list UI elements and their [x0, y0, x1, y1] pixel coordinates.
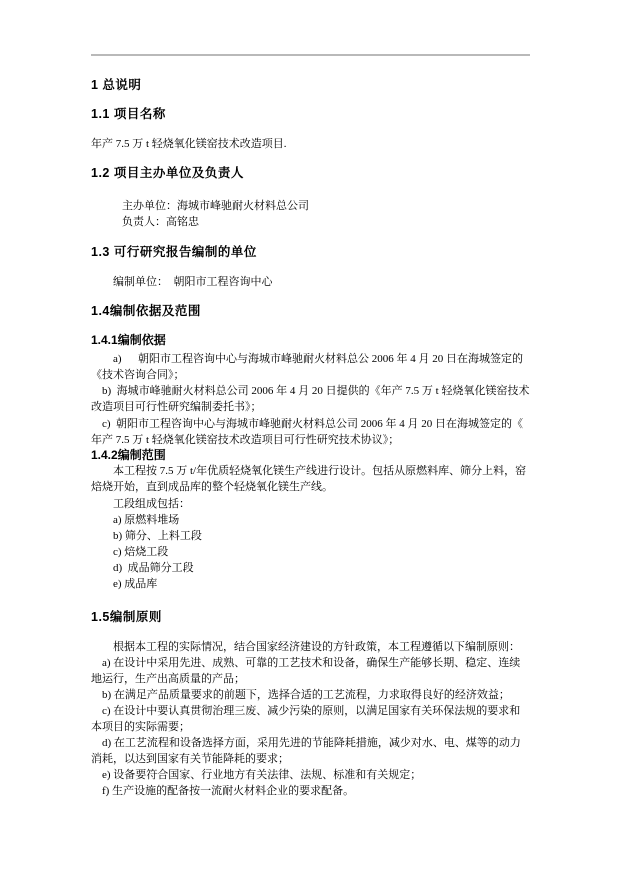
para-basis-b: b) 海城市峰驰耐火材料总公司 2006 年 4 月 20 日提供的《年产 7.5 万 t 轻烧氧化镁窑技术改造项目可行性研究编制委托书》；	[91, 385, 530, 413]
para-principle-f: f) 生产设施的配备按一流耐火材料企业的要求配备。	[102, 785, 355, 797]
list-item-screening-feeding: b) 筛分、上料工段	[113, 530, 202, 542]
para-scope-intro: 本工程按 7.5 万 t/年优质轻烧氧化镁生产线进行设计。包括从原燃料库、筛分上料，窑焙烧开始，直到成品库的整个轻烧氧化镁生产线。	[91, 465, 527, 493]
para-leader: 负责人：高铭忠	[122, 216, 199, 228]
list-item-calcining: c) 焙烧工段	[113, 546, 169, 558]
para-principle-a: a) 在设计中采用先进、成熟、可靠的工艺技术和设备，确保生产能够长期、稳定、连续地运行，生产出高质量的产品；	[91, 657, 521, 685]
para-principle-b: b) 在满足产品质量要求的前题下，选择合适的工艺流程，力求取得良好的经济效益；	[102, 689, 510, 701]
para-compiling-unit: 编制单位： 朝阳市工程咨询中心	[113, 276, 273, 288]
heading-1-1-project-name: 1.1 项目名称	[91, 107, 166, 121]
list-item-product-warehouse: e) 成品库	[113, 578, 158, 590]
para-project-name: 年产 7.5 万 t 轻烧氧化镁窑技术改造项目.	[91, 138, 287, 150]
para-principle-e: e) 设备要符合国家、行业地方有关法律、法规、标准和有关规定；	[102, 769, 422, 781]
heading-1-5-principles: 1.5编制原则	[91, 610, 162, 624]
heading-1-2-sponsor: 1.2 项目主办单位及负责人	[91, 166, 244, 180]
para-sponsor-unit: 主办单位：海城市峰驰耐火材料总公司	[122, 200, 309, 212]
heading-1-3-compiling-unit: 1.3 可行研究报告编制的单位	[91, 245, 257, 259]
heading-1-4-2-scope: 1.4.2编制范围	[91, 448, 166, 462]
list-item-raw-material-yard: a) 原燃料堆场	[113, 514, 180, 526]
list-item-product-screening: d) 成品筛分工段	[113, 562, 194, 574]
para-basis-a: a) 朝阳市工程咨询中心与海城市峰驰耐火材料总公 2006 年 4 月 20 日在海城签定的《技术咨询合同》；	[91, 353, 524, 381]
para-basis-c: c) 朝阳市工程咨询中心与海城市峰驰耐火材料总公司 2006 年 4 月 20 日在海城签定的《年产 7.5 万 t 轻烧氧化镁窑技术改造项目可行性研究技术协议》；	[91, 418, 524, 446]
document-content	[91, 56, 530, 799]
para-section-list-title: 工段组成包括：	[113, 498, 190, 510]
para-principle-c: c) 在设计中要认真贯彻治理三废、减少污染的原则，以满足国家有关环保法规的要求和本项目的实际需要；	[91, 705, 521, 733]
para-principles-intro: 根据本工程的实际情况，结合国家经济建设的方针政策，本工程遵循以下编制原则：	[113, 641, 520, 653]
heading-1-4-1-basis: 1.4.1编制依据	[91, 333, 166, 347]
heading-1-general: 1 总说明	[91, 78, 142, 92]
para-principle-d: d) 在工艺流程和设备选择方面，采用先进的节能降耗措施，减少对水、电、煤等的动力消耗，以达到国家有关节能降耗的要求；	[91, 737, 521, 765]
heading-1-4-basis-scope: 1.4编制依据及范围	[91, 304, 201, 318]
